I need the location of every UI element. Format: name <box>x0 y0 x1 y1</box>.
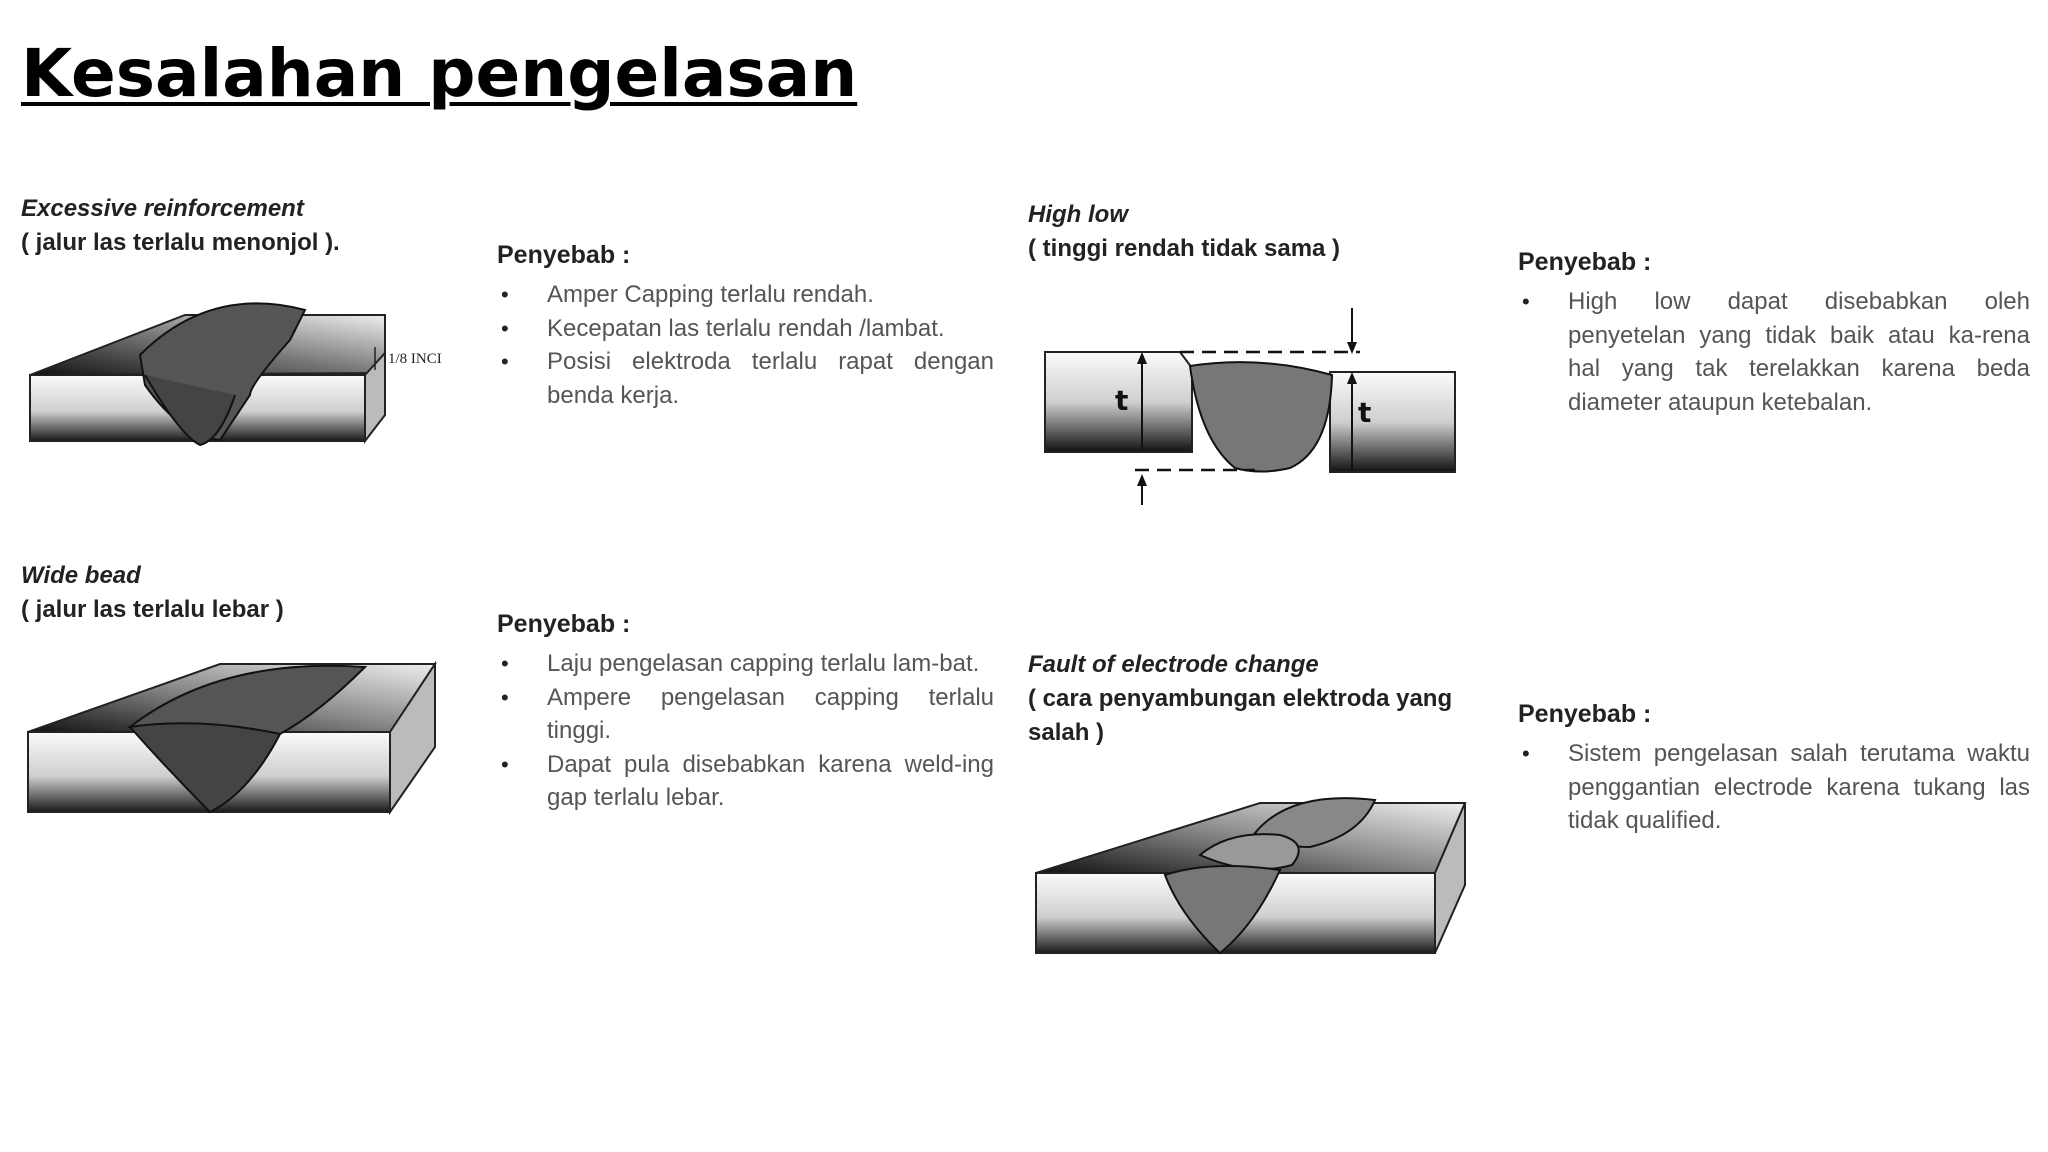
thickness-label-right: t <box>1358 396 1372 429</box>
section-title-en: Excessive reinforcement <box>21 195 304 222</box>
plate-right <box>1330 372 1455 472</box>
arrow-bottom-head <box>1137 474 1147 486</box>
cause-list <box>1518 737 2030 838</box>
section-title-id: ( jalur las terlalu lebar ) <box>21 596 284 623</box>
bullet: • <box>501 651 509 676</box>
bullet: • <box>501 751 509 777</box>
section-title-fault-electrode-change <box>1028 648 1468 750</box>
cause-item <box>497 345 994 412</box>
bullet: • <box>501 349 509 374</box>
section-title-id: ( cara penyambungan elektroda yang salah ) <box>1028 685 1453 746</box>
cause-block-fault-electrode-change <box>1518 697 2030 838</box>
cause-block-high-low <box>1518 245 2030 419</box>
cause-item <box>497 681 994 748</box>
section-title-en: Fault of electrode change <box>1028 651 1319 678</box>
cause-block-wide-bead <box>497 607 994 815</box>
cause-block-excessive-reinforcement <box>497 238 994 412</box>
cause-heading: Penyebab : <box>1518 700 1652 728</box>
cause-text: Dapat pula disebabkan karena weld-ing gap terlalu lebar. <box>547 750 994 811</box>
cause-item <box>497 278 994 312</box>
section-title-en: Wide bead <box>21 562 141 589</box>
section-title-id: ( jalur las terlalu menonjol ). <box>21 229 340 256</box>
cause-item <box>497 647 994 681</box>
weld-joint <box>1190 362 1332 471</box>
cause-item <box>1518 285 2030 419</box>
cause-heading: Penyebab : <box>497 241 631 269</box>
excessive-reinforcement-figure <box>20 285 460 455</box>
bullet: • <box>501 684 509 710</box>
bullet: • <box>501 315 509 341</box>
fault-electrode-change-figure <box>1030 785 1470 960</box>
cause-list <box>497 278 994 412</box>
thickness-label-left: t <box>1115 384 1129 417</box>
bullet: • <box>501 282 509 307</box>
section-title-excessive-reinforcement <box>21 192 340 260</box>
section-title-high-low <box>1028 198 1340 266</box>
cause-text: Posisi elektroda terlalu rapat dengan benda kerja. <box>547 348 994 409</box>
cause-text: Sistem pengelasan salah terutama waktu penggantian electrode karena tukang las tidak qualified. <box>1568 740 2030 834</box>
dimension-label: 1/8 INCI <box>388 351 442 367</box>
cause-item <box>1518 737 2030 838</box>
section-title-wide-bead <box>21 559 284 627</box>
cause-item <box>497 312 994 346</box>
high-low-figure <box>1040 300 1470 510</box>
cause-text: Laju pengelasan capping terlalu lam-bat. <box>547 650 980 677</box>
section-title-en: High low <box>1028 201 1128 228</box>
bullet: • <box>1522 289 1530 314</box>
cause-list <box>497 647 994 815</box>
cause-item <box>497 748 994 815</box>
arrow-top-head <box>1347 342 1357 354</box>
cause-list <box>1518 285 2030 419</box>
bullet: • <box>1522 741 1530 766</box>
cause-heading: Penyebab : <box>1518 248 1652 276</box>
cause-text: Ampere pengelasan capping terlalu tinggi. <box>547 683 994 744</box>
section-title-id: ( tinggi rendah tidak sama ) <box>1028 235 1341 262</box>
wide-bead-figure <box>20 652 450 822</box>
page-title: Kesalahan pengelasan <box>21 35 858 112</box>
cause-text: Kecepatan las terlalu rendah /lambat. <box>547 314 945 342</box>
cause-text: Amper Capping terlalu rendah. <box>547 281 874 308</box>
cause-heading: Penyebab : <box>497 610 631 638</box>
cause-text: High low dapat disebabkan oleh penyetelan yang tidak baik atau ka-rena hal yang tak terelakkan karena beda diameter ataupun ketebalan. <box>1568 288 2030 416</box>
